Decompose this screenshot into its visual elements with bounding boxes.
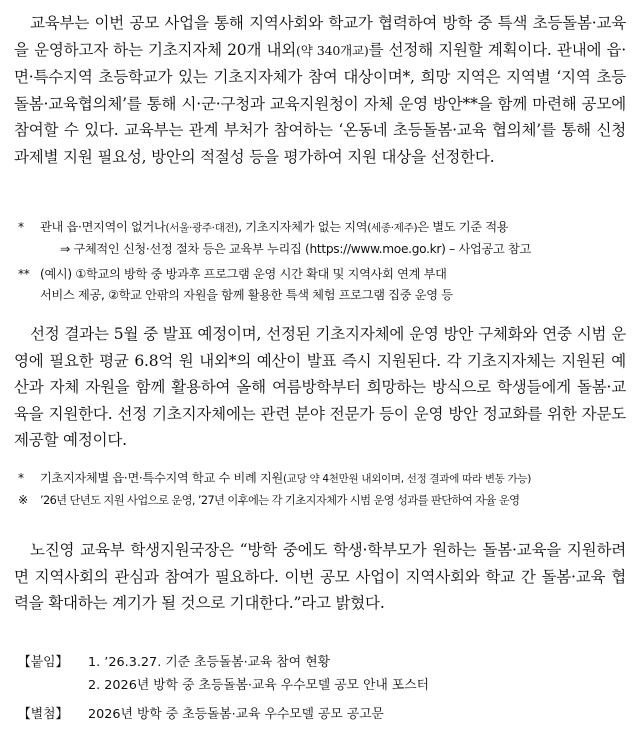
footnotes-second — [18, 468, 624, 511]
paragraph-quote: 노진영 교육부 학생지원국장은 “방학 중에도 학생·학부모가 원하는 돌봄·교육을 지원하려면 지역사회의 관심과 참여가 필요하다. 이번 공모 사업이 지역사회와 학교 간 돌봄·교육 협력을 확대하는 계기가 될 것으로 기대한다.”라고 밝혔다. — [14, 541, 626, 612]
paragraph-intro-text-b: 를 선정해 지원할 계획이다. 관내에 읍·면·특수지역 초등학교가 있는 기초지자체가 참여 대상이며*, 희망 지역은 지역별 ‘지역 초등돌봄·교육협의체’를 통해 시·군·구청과 교육지원청이 자체 운영 방안**을 함께 마련해 공모에 참여할 수 있다. 교육부는 관계 부처가 참여하는 ‘온동네 초등돌봄·교육 협의체’를 통해 신청 과제별 지원 필요성, 방안의 적절성 등을 평가하여 지원 대상을 선정한다. — [14, 40, 627, 166]
paragraph-intro — [14, 10, 626, 170]
footnote-3 — [18, 468, 624, 490]
paragraph-results: 선정 결과는 5월 중 발표 예정이며, 선정된 기초지자체에 운영 방안 구체화와 연중 시범 운영에 필요한 평균 6.8억 원 내외*의 예산이 발표 즉시 지원된다. 각 기초지자체는 지원된 예산과 자체 자원을 함께 활용하여 올해 여름방학부터 희망하는 방식으로 학생들에게 돌봄·교육을 지원한다. 선정 기초지자체에는 관련 분야 전문가 등이 운영 방안 정교화를 위한 자문도 제공할 예정이다. — [14, 325, 626, 449]
footnote-1-line2: ⇒ 구체적인 신청·선정 절차 등은 교육부 누리집 (https://www.moe.go.kr) – 사업공고 참고 — [60, 242, 531, 256]
attachments — [18, 651, 624, 726]
attachment-row-3 — [18, 703, 624, 726]
attachment-row-1 — [18, 651, 624, 674]
footnote-1 — [18, 217, 624, 239]
footnote-mark: ** — [18, 267, 30, 281]
attachment-row-2: 2. 2026년 방학 중 초등돌봄·교육 우수모델 공모 안내 포스터 — [88, 678, 429, 693]
footnote-2 — [18, 264, 624, 285]
footnote-mark: ※ — [18, 493, 28, 507]
footnote-text: (예시) ①학교의 방학 중 방과후 프로그램 운영 시간 확대 및 지역사회 연계 부대 — [40, 267, 447, 281]
attachment-tag: 【별첨】 — [18, 707, 69, 722]
footnote-mark: * — [18, 471, 24, 485]
footnote-text: ’26년 단년도 지원 사업으로 운영, ’27년 이후에는 각 기초지자체가 시범 운영 성과를 판단하여 자율 운영 — [40, 494, 520, 507]
footnote-2-line2: 서비스 제공, ②학교 안팎의 자원을 함께 활용한 특색 체험 프로그램 집중 운영 등 — [40, 288, 453, 302]
footnote-4 — [18, 490, 624, 511]
footnote-mark: * — [18, 220, 24, 234]
footnote-text: 기초지자체별 읍·면·특수지역 학교 수 비례 지원(교당 약 4천만원 내외이며, 선정 결과에 따라 변동 가능) — [40, 471, 532, 485]
attachment-tag: 【붙임】 — [18, 655, 69, 670]
paragraph-intro-small: (약 340개교) — [296, 42, 369, 58]
paragraph-intro-text-a: 교육부는 이번 공모 사업을 통해 지역사회와 학교가 협력하여 방학 중 특색 초등돌봄·교육을 운영하고자 하는 기초지자체 20개 내외 — [14, 14, 626, 59]
footnote-text: 관내 읍·면지역이 없거나(서울·광주·대전), 기초지자체가 없는 지역(세종·제주)은 별도 기준 적용 — [40, 220, 509, 234]
footnotes-first — [18, 217, 624, 306]
attachment-item: 1. ’26.3.27. 기준 초등돌봄·교육 참여 현황 — [88, 655, 330, 670]
attachment-item: 2026년 방학 중 초등돌봄·교육 우수모델 공모 공고문 — [88, 707, 384, 722]
